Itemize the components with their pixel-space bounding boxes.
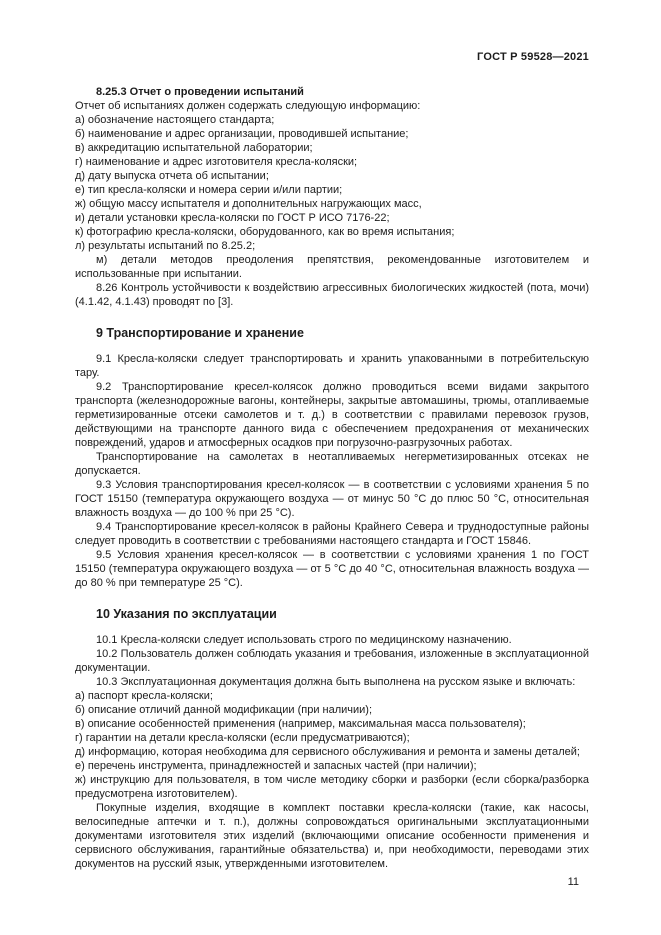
paragraph: б) наименование и адрес организации, проводившей испытание; — [75, 128, 409, 140]
paragraph: а) обозначение настоящего стандарта; — [75, 114, 275, 126]
paragraph: е) тип кресла-коляски и номера серии и/или партии; — [75, 184, 343, 196]
paragraph: л) результаты испытаний по 8.25.2; — [75, 240, 256, 252]
paragraph: Транспортирование на самолетах в неотапливаемых негерметизированных отсеках не допускается. — [75, 451, 589, 477]
paragraph: в) аккредитацию испытательной лаборатории; — [75, 142, 313, 154]
page-number: 11 — [567, 876, 579, 888]
paragraph: Покупные изделия, входящие в комплект поставки кресла-коляски (такие, как насосы, велосипедные аптечки и т. п.), должны сопровождаться оригинальными эксплуатационными документами изготовителя этих изделий (включающими описание особенности применения и сервисного обслуживания, гарантийные обязательства) и, при необходимости, переводами этих документов на русский язык, утвержденными изготовителем. — [75, 802, 589, 870]
paragraph: 9.5 Условия хранения кресел-колясок — в соответствии с условиями хранения 1 по ГОСТ 15150 (температура окружающего воздуха — от 5 °С до 40 °С, относительная влажность воздуха — до 80 % при температуре 25 °С). — [75, 549, 589, 589]
paragraph: д) дату выпуска отчета об испытании; — [75, 170, 269, 182]
paragraph: и) детали установки кресла-коляски по ГОСТ Р ИСО 7176-22; — [75, 212, 390, 224]
paragraph: ж) инструкцию для пользователя, в том числе методику сборки и разборки (если сборка/разборка предусмотрена изготовителем). — [75, 774, 589, 800]
paragraph: ж) общую массу испытателя и дополнительных нагружающих масс, — [75, 198, 422, 210]
paragraph: 10.3 Эксплуатационная документация должна быть выполнена на русском языке и включать: — [96, 676, 576, 688]
paragraph: 8.26 Контроль устойчивости к воздействию агрессивных биологических жидкостей (пота, мочи) (4.1.42, 4.1.43) проводят по [3]. — [75, 282, 589, 308]
paragraph: 9.4 Транспортирование кресел-колясок в районы Крайнего Севера и труднодоступные районы следует проводить в соответствии с требованиями настоящего стандарта и ГОСТ 15846. — [75, 521, 589, 547]
paragraph: 9.2 Транспортирование кресел-колясок должно проводиться всеми видами закрытого транспорта (железнодорожные вагоны, контейнеры, закрытые автомашины, трюмы, отапливаемые герметизированные отсеки самолетов и т. д.) в соответствии с правилами перевозок грузов, действующими на транспорте данного вида с обеспечением предохранения от механических повреждений, ударов и атмосферных осадков при погрузочно-разгрузочных работах. — [75, 381, 589, 449]
paragraph: Отчет об испытаниях должен содержать следующую информацию: — [75, 100, 421, 112]
section-heading: 10 Указания по эксплуатации — [96, 607, 277, 621]
section-heading: 8.25.3 Отчет о проведении испытаний — [96, 86, 304, 98]
paragraph: 9.3 Условия транспортирования кресел-колясок — в соответствии с условиями хранения 5 по ГОСТ 15150 (температура окружающего воздуха — от минус 50 °С до плюс 50 °С, относительная влажность воздуха — до 100 % при 25 °С). — [75, 479, 589, 519]
paragraph: 10.1 Кресла-коляски следует использовать строго по медицинскому назначению. — [96, 634, 512, 646]
document-body — [75, 85, 589, 871]
paragraph: к) фотографию кресла-коляски, оборудованного, как во время испытания; — [75, 226, 455, 238]
paragraph: г) наименование и адрес изготовителя кресла-коляски; — [75, 156, 358, 168]
doc-code-header: ГОСТ Р 59528—2021 — [477, 51, 589, 63]
paragraph: а) паспорт кресла-коляски; — [75, 690, 213, 702]
section-heading: 9 Транспортирование и хранение — [96, 326, 304, 340]
paragraph: 10.2 Пользователь должен соблюдать указания и требования, изложенные в эксплуатационной документации. — [75, 648, 589, 674]
paragraph: 9.1 Кресла-коляски следует транспортировать и хранить упакованными в потребительскую тару. — [75, 353, 589, 379]
paragraph: б) описание отличий данной модификации (при наличии); — [75, 704, 373, 716]
paragraph: в) описание особенностей применения (например, максимальная масса пользователя); — [75, 718, 526, 730]
paragraph: м) детали методов преодоления препятствия, рекомендованные изготовителем и использованные при испытании. — [75, 254, 589, 280]
paragraph: е) перечень инструмента, принадлежностей и запасных частей (при наличии); — [75, 760, 477, 772]
paragraph: г) гарантии на детали кресла-коляски (если предусматриваются); — [75, 732, 410, 744]
paragraph: д) информацию, которая необходима для сервисного обслуживания и ремонта и замены деталей; — [75, 746, 580, 758]
